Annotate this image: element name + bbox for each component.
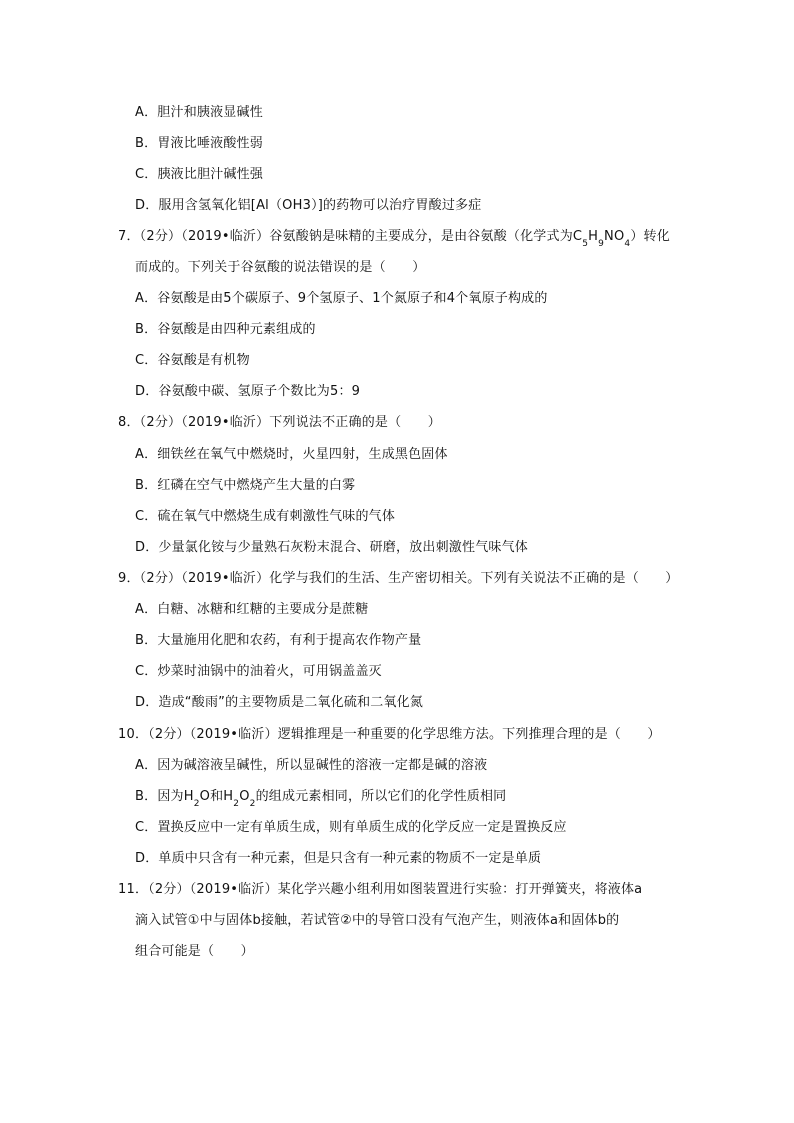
q10-option-b: B．因为$H_2O$和$H_2O_2$的组成元素相同，所以它们的化学性质相同 (135, 789, 507, 809)
q7-option-d: D．谷氨酸中碳、氢原子个数比为5：9 (135, 384, 361, 399)
q7-stem-line1 (118, 228, 670, 249)
q9-option-b: B．大量施用化肥和农药，有利于提高农作物产量 (135, 633, 422, 648)
q6-option-d: D．服用含氢氧化铝[Al（OH3）]的药物可以治疗胃酸过多症 (135, 198, 482, 213)
q8-option-b: B．红磷在空气中燃烧产生大量的白雾 (135, 478, 356, 493)
q7-stem-prefix: 7．（2分）（2019•临沂）谷氨酸钠是味精的主要成分，是由谷氨酸（化学式为 (118, 229, 573, 244)
q7-stem-suffix: ）转化 (630, 229, 670, 244)
q8-option-d: D．少量氯化铵与少量熟石灰粉末混合、研磨，放出刺激性气味气体 (135, 540, 529, 555)
q6-option-b: B．胃液比唾液酸性弱 (135, 136, 263, 151)
q7-option-c: C．谷氨酸是有机物 (135, 353, 250, 368)
q9-option-d: D．造成“酸雨”的主要物质是二氧化硫和二氧化氮 (135, 695, 424, 710)
q11-stem-line3: 组合可能是（ ） (135, 944, 254, 959)
q9-option-a: A．白糖、冰糖和红糖的主要成分是蔗糖 (135, 602, 369, 617)
q11-stem-line1: 11．（2分）（2019•临沂）某化学兴趣小组利用如图装置进行实验：打开弹簧夹，将液体a (118, 882, 643, 897)
q8-option-c: C．硫在氧气中燃烧生成有刺激性气味的气体 (135, 509, 396, 524)
q6-option-c: C．胰液比胆汁碱性强 (135, 167, 264, 182)
q10-option-a: A．因为碱溶液呈碱性，所以显碱性的溶液一定都是碱的溶液 (135, 758, 488, 773)
q10-stem: 10．（2分）（2019•临沂）逻辑推理是一种重要的化学思维方法。下列推理合理的是（ ） (118, 727, 661, 742)
q7-stem-line2: 而成的。下列关于谷氨酸的说法错误的是（ ） (135, 260, 426, 275)
q10-option-c: C．置换反应中一定有单质生成，则有单质生成的化学反应一定是置换反应 (135, 820, 567, 835)
q11-stem-line2: 滴入试管①中与固体b接触，若试管②中的导管口没有气泡产生，则液体a和固体b的 (135, 913, 620, 928)
q9-stem: 9．（2分）（2019•临沂）化学与我们的生活、生产密切相关。下列有关说法不正确的是（ ） (118, 571, 679, 586)
formula-hydrogen-peroxide: $H_2O_2$ (223, 789, 256, 809)
q7-option-b: B．谷氨酸是由四种元素组成的 (135, 322, 316, 337)
q8-option-a: A．细铁丝在氧气中燃烧时，火星四射，生成黑色固体 (135, 447, 448, 462)
q9-option-c: C．炒菜时油锅中的油着火，可用锅盖盖灭 (135, 664, 382, 679)
q10-option-d: D．单质中只含有一种元素，但是只含有一种元素的物质不一定是单质 (135, 851, 542, 866)
formula-water: $H_2O$ (183, 789, 211, 809)
q7-option-a: A．谷氨酸是由5个碳原子、9个氢原子、1个氮原子和4个氧原子构成的 (135, 291, 548, 306)
q6-option-a: A．胆汁和胰液显碱性 (135, 105, 263, 120)
q7-formula: $C_5H_9NO_4$ (572, 229, 631, 249)
q8-stem: 8．（2分）（2019•临沂）下列说法不正确的是（ ） (118, 415, 441, 430)
